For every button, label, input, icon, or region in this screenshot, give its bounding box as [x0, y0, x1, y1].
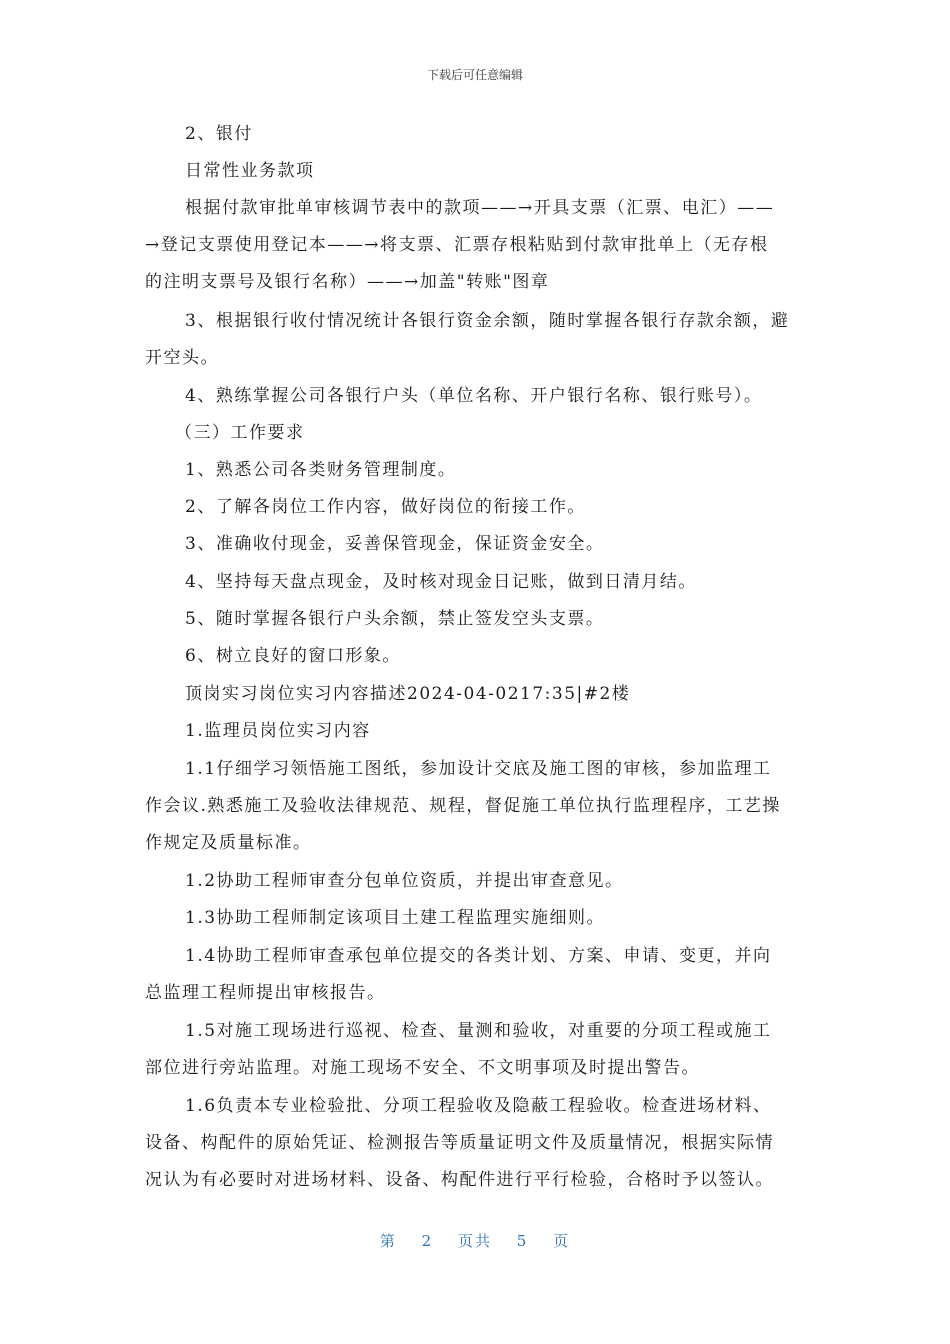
text-line: 作规定及质量标准。 [145, 833, 312, 853]
text-line: 6、树立良好的窗口形象。 [185, 646, 401, 666]
page-total: 5 [516, 1232, 529, 1250]
text-line: 部位进行旁站监理。对施工现场不安全、不文明事项及时提出警告。 [145, 1058, 700, 1078]
text-line: 2、银付 [185, 124, 253, 144]
text-line: 的注明支票号及银行名称）——→加盖"转账"图章 [145, 272, 550, 292]
text-line: 1.监理员岗位实习内容 [185, 721, 371, 741]
text-line: 1.5对施工现场进行巡视、检查、量测和验收，对重要的分项工程或施工 [185, 1021, 772, 1041]
page-current: 2 [421, 1232, 434, 1250]
text-line: 3、准确收付现金，妥善保管现金，保证资金安全。 [185, 534, 605, 554]
page-label-pre: 第 [379, 1232, 397, 1250]
text-line: 总监理工程师提出审核报告。 [145, 983, 386, 1003]
text-line: 日常性业务款项 [185, 161, 315, 181]
text-line: 作会议.熟悉施工及验收法律规范、规程，督促施工单位执行监理程序，工艺操 [145, 796, 781, 816]
text-line: 5、随时掌握各银行户头余额，禁止签发空头支票。 [185, 609, 605, 629]
text-line: 2、了解各岗位工作内容，做好岗位的衔接工作。 [185, 497, 586, 517]
text-line: 1.3协助工程师制定该项目土建工程监理实施细则。 [185, 908, 606, 928]
text-line: →登记支票使用登记本——→将支票、汇票存根粘贴到付款审批单上（无存根 [145, 235, 769, 255]
text-line: 1.6负责本专业检验批、分项工程验收及隐蔽工程验收。检查进场材料、 [185, 1096, 772, 1116]
text-line: 开空头。 [145, 348, 219, 368]
text-line: 1.4协助工程师审查承包单位提交的各类计划、方案、申请、变更，并向 [185, 946, 772, 966]
page-label-post: 页 [553, 1232, 571, 1250]
text-line: 4、坚持每天盘点现金，及时核对现金日记账，做到日清月结。 [185, 572, 697, 592]
page-label-mid: 页共 [457, 1232, 492, 1250]
text-line: 1、熟悉公司各类财务管理制度。 [185, 460, 457, 480]
text-line: 4、熟练掌握公司各银行户头（单位名称、开户银行名称、银行账号）。 [185, 386, 763, 406]
text-line: 况认为有必要时对进场材料、设备、构配件进行平行检验，合格时予以签认。 [145, 1170, 774, 1190]
page-header: 下载后可任意编辑 [426, 68, 523, 82]
text-line: （三）工作要求 [175, 423, 305, 443]
text-line: 根据付款审批单审核调节表中的款项——→开具支票（汇票、电汇）—— [185, 198, 775, 218]
text-line: 顶岗实习岗位实习内容描述2024-04-0217:35|#2楼 [185, 684, 631, 704]
text-line: 3、根据银行收付情况统计各银行资金余额，随时掌握各银行存款余额，避 [185, 311, 790, 331]
text-line: 1.1仔细学习领悟施工图纸，参加设计交底及施工图的审核，参加监理工 [185, 759, 772, 779]
page-footer [0, 1230, 950, 1251]
text-line: 1.2协助工程师审查分包单位资质，并提出审查意见。 [185, 871, 624, 891]
text-line: 设备、构配件的原始凭证、检测报告等质量证明文件及质量情况，根据实际情 [145, 1133, 774, 1153]
